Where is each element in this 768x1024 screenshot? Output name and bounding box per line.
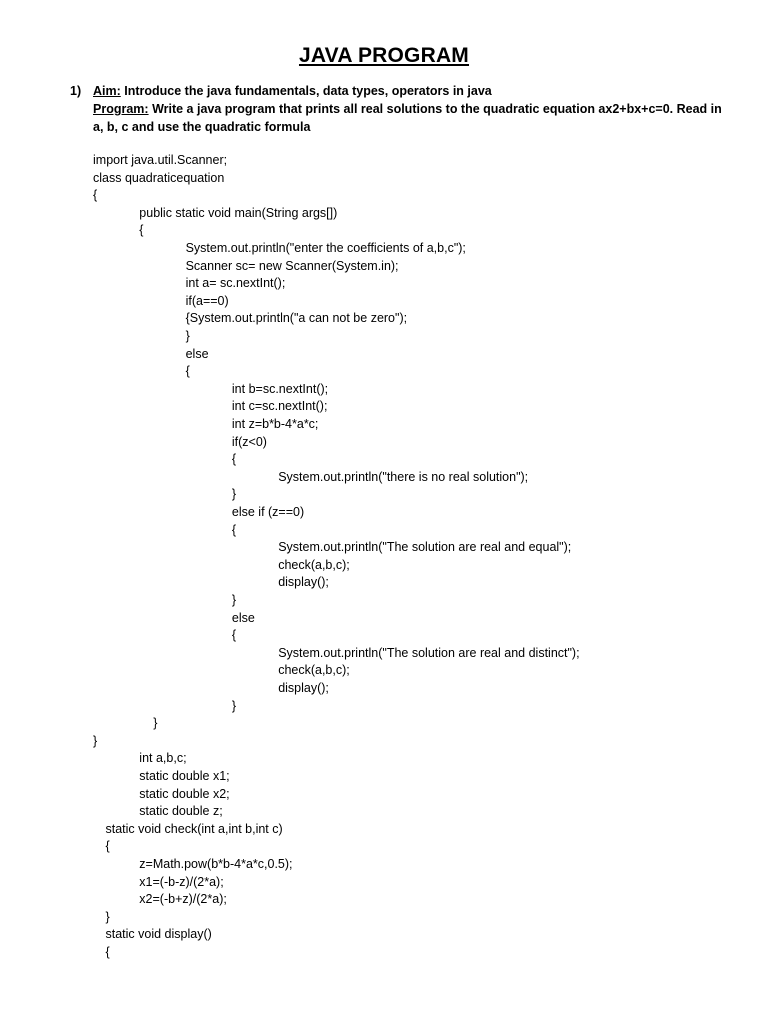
code-line: {System.out.println("a can not be zero");: [185, 311, 408, 326]
question-description: [93, 82, 733, 136]
code-line: int z=b*b-4*a*c;: [231, 417, 319, 431]
code-line: x2=(-b+z)/(2*a);: [139, 892, 227, 907]
code-line: class quadraticequation: [93, 170, 225, 185]
code-line: int a= sc.nextInt();: [185, 276, 286, 291]
page-title: JAVA PROGRAM: [298, 44, 470, 67]
code-line: }: [231, 487, 237, 502]
program-label: Program:: [93, 102, 149, 116]
aim-text: Introduce the java fundamentals, data types, operators in java: [124, 84, 492, 98]
code-line: {: [231, 522, 237, 537]
code-line: {: [105, 839, 110, 854]
code-line: int c=sc.nextInt();: [231, 399, 328, 414]
program-line: [93, 100, 733, 136]
code-line: x1=(-b-z)/(2*a);: [139, 874, 224, 889]
code-line: {: [185, 364, 190, 379]
code-line: {: [231, 628, 237, 643]
code-line: {: [139, 223, 144, 238]
code-line: else if (z==0): [231, 505, 305, 519]
code-line: if(z<0): [231, 434, 267, 449]
code-line: static double x1;: [139, 769, 230, 783]
code-line: static void check(int a,int b,int c): [105, 821, 283, 836]
code-listing: [0, 152, 768, 982]
code-line: }: [231, 593, 237, 607]
code-line: display();: [278, 575, 329, 590]
aim-line: [93, 82, 733, 100]
aim-label: Aim:: [93, 84, 121, 98]
code-line: System.out.println("there is no real solution");: [278, 469, 529, 484]
code-line: check(a,b,c);: [278, 663, 350, 678]
code-line: }: [231, 698, 237, 713]
code-line: static void display(): [105, 927, 212, 942]
code-line: }: [185, 329, 190, 343]
code-line: int a,b,c;: [139, 751, 187, 766]
code-line: display();: [278, 681, 329, 695]
code-line: System.out.println("enter the coefficients of a,b,c");: [185, 241, 466, 255]
code-line: int b=sc.nextInt();: [231, 381, 329, 396]
code-line: import java.util.Scanner;: [93, 153, 228, 167]
code-line: {: [231, 452, 237, 467]
code-line: public static void main(String args[]): [139, 205, 338, 220]
code-line: }: [93, 733, 98, 748]
code-line: if(a==0): [185, 293, 229, 308]
code-line: System.out.println("The solution are real and distinct");: [278, 645, 580, 660]
code-line: else: [231, 610, 255, 625]
code-line: }: [105, 909, 110, 924]
code-line: Scanner sc= new Scanner(System.in);: [185, 258, 399, 273]
code-line: {: [105, 945, 110, 959]
code-line: else: [185, 346, 209, 361]
code-line: z=Math.pow(b*b-4*a*c,0.5);: [139, 857, 293, 871]
code-line: {: [93, 188, 98, 203]
code-line: System.out.println("The solution are real and equal");: [278, 540, 572, 555]
question-number: 1): [70, 84, 82, 98]
program-text: Write a java program that prints all real solutions to the quadratic equation ax2+bx+c=0. Read in a, b, c and use the quadratic formula: [93, 102, 722, 134]
code-line: }: [153, 716, 158, 731]
code-line: check(a,b,c);: [278, 557, 350, 572]
code-line: static double x2;: [139, 786, 230, 801]
code-line: static double z;: [139, 804, 223, 819]
